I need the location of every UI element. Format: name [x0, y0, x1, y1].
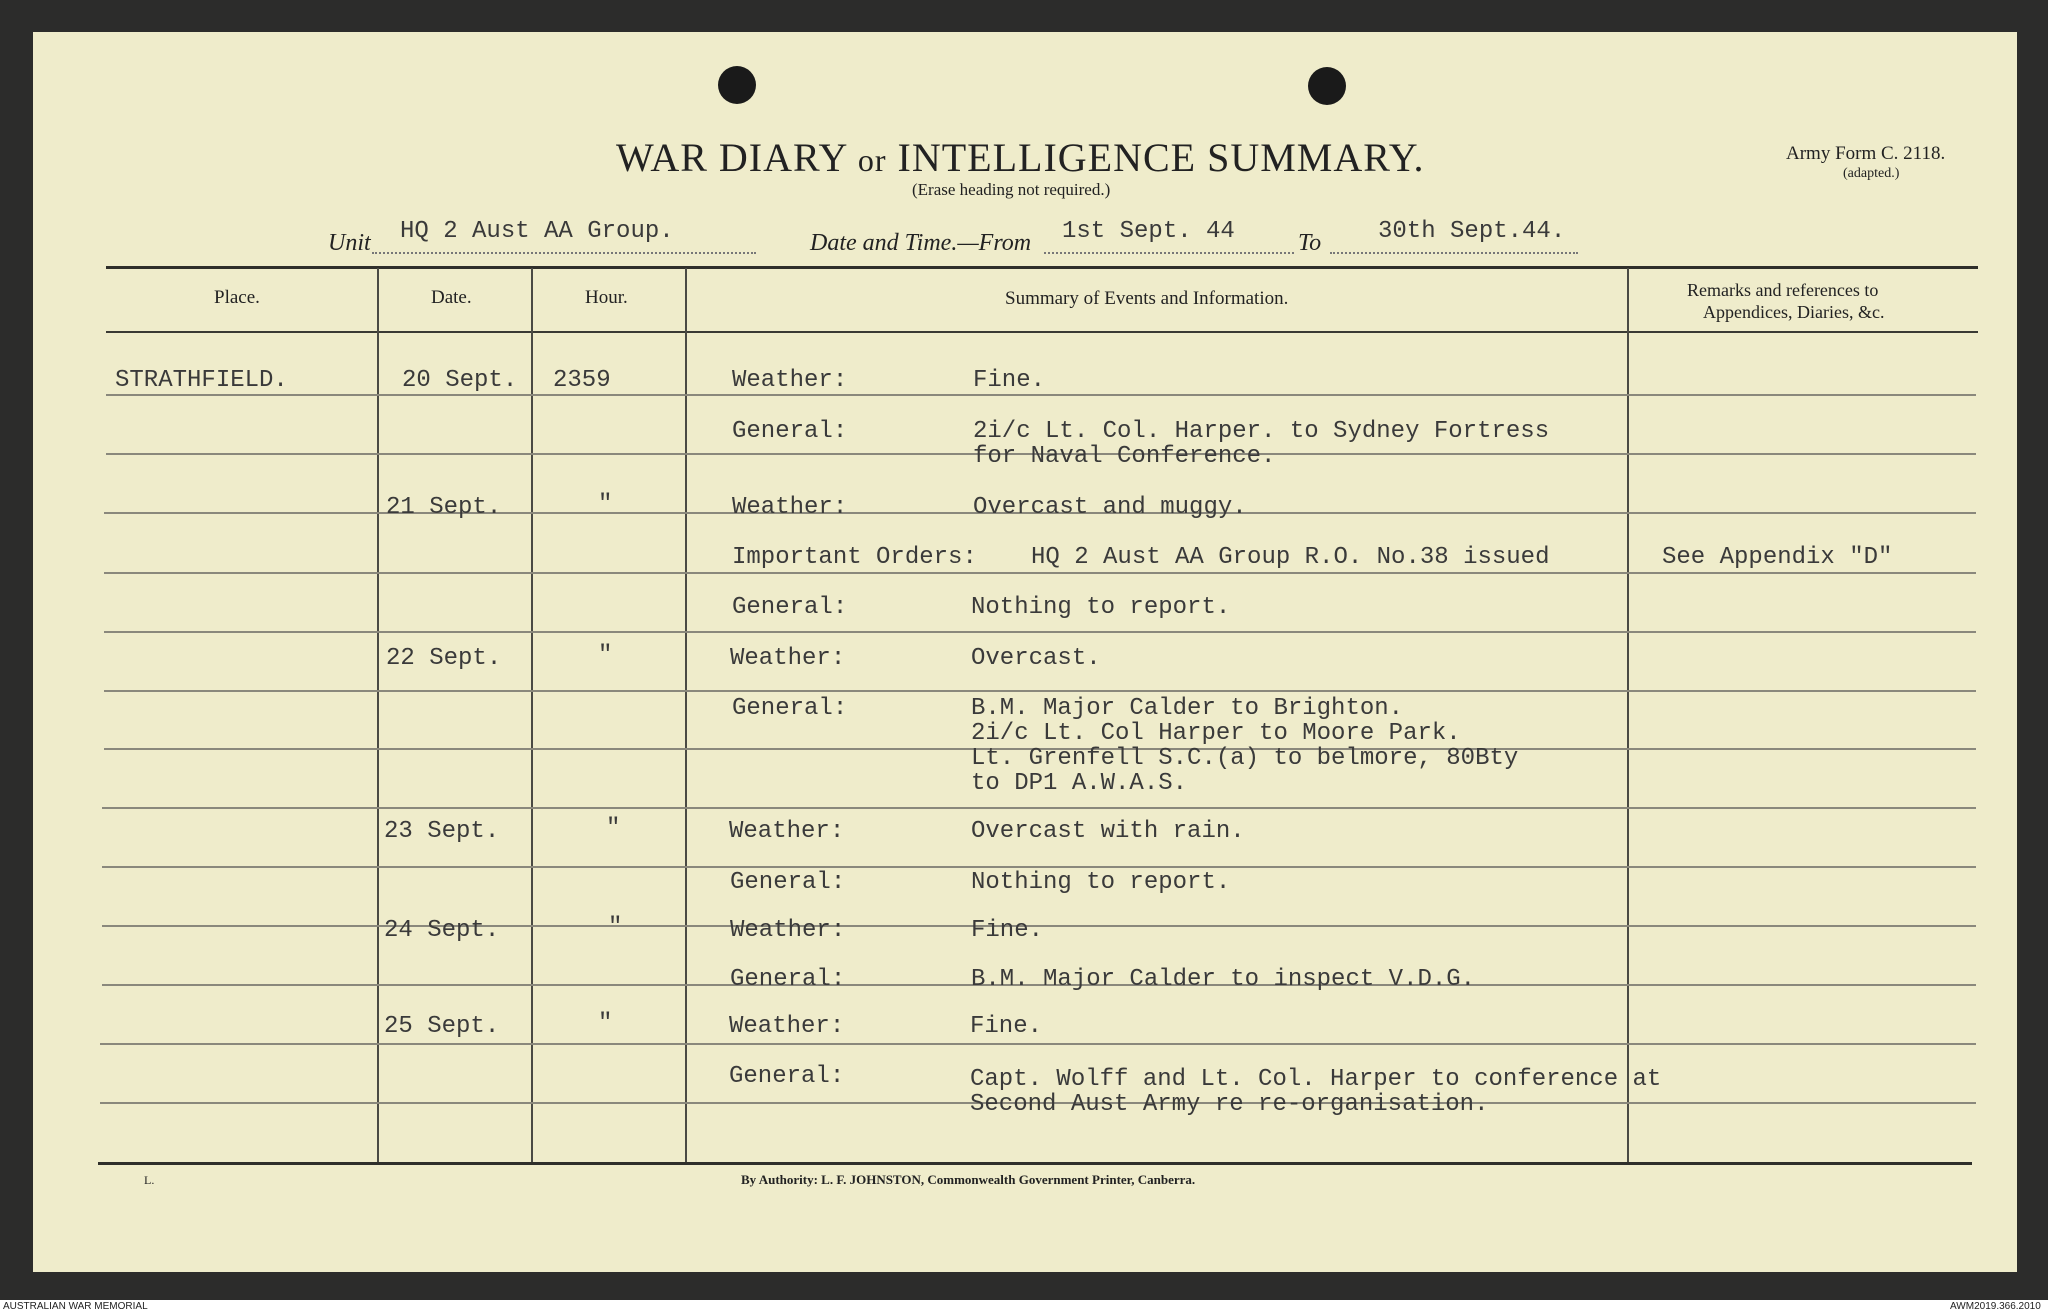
- from-dotted-line: [1044, 252, 1294, 254]
- col-header-date: Date.: [431, 287, 472, 308]
- entry-hour-ditto: ": [598, 642, 613, 669]
- row-rule: [102, 866, 1976, 868]
- entry-text: Overcast.: [971, 645, 1101, 672]
- unit-dotted-line: [372, 252, 756, 254]
- entry-date: 22 Sept.: [386, 645, 502, 672]
- entry-text: Second Aust Army re re-organisation.: [970, 1091, 1489, 1118]
- entry-date: 20 Sept.: [402, 367, 518, 394]
- entry-text: Lt. Grenfell S.C.(a) to belmore, 80Bty: [971, 745, 1519, 772]
- title-part-b: INTELLIGENCE SUMMARY.: [897, 135, 1425, 180]
- entry-text: B.M. Major Calder to inspect V.D.G.: [971, 966, 1476, 993]
- entry-date: 21 Sept.: [386, 494, 502, 521]
- printer-authority: By Authority: L. F. JOHNSTON, Commonwealth Government Printer, Canberra.: [741, 1172, 1196, 1187]
- entry-text: Fine.: [971, 917, 1044, 944]
- date-to-value: 30th Sept.44.: [1378, 218, 1566, 245]
- col-header-remarks-line1: Remarks and references to: [1687, 280, 1879, 300]
- col-header-remarks-line2: Appendices, Diaries, &c.: [1703, 302, 1885, 322]
- entry-label: Important Orders:: [732, 544, 977, 571]
- title-part-a: WAR DIARY: [616, 135, 847, 180]
- table-bottom-rule: [98, 1162, 1972, 1165]
- entry-hour-ditto: ": [608, 914, 623, 941]
- entry-hour: 2359: [553, 367, 611, 394]
- archive-accession-number: AWM2019.366.2010: [1950, 1301, 2041, 1312]
- entry-hour-ditto: ": [598, 491, 613, 518]
- punch-hole-right: [1308, 67, 1346, 105]
- title-or: or: [857, 142, 887, 178]
- entry-label: Weather:: [732, 367, 848, 394]
- unit-label: Unit: [328, 230, 371, 256]
- entry-label: General:: [732, 418, 848, 445]
- entry-label: Weather:: [730, 917, 846, 944]
- entry-hour-ditto: ": [598, 1010, 613, 1037]
- row-rule: [104, 572, 1976, 574]
- form-number: Army Form C. 2118.: [1786, 143, 1946, 164]
- entry-text: 2i/c Lt. Col Harper to Moore Park.: [971, 720, 1461, 747]
- footer-mark: L.: [144, 1173, 155, 1187]
- entry-text: to DP1 A.W.A.S.: [971, 770, 1188, 797]
- entry-label: General:: [732, 695, 848, 722]
- entry-text: Nothing to report.: [971, 869, 1231, 896]
- entry-label: General:: [732, 594, 848, 621]
- col-divider-place: [377, 268, 379, 1162]
- col-header-summary: Summary of Events and Information.: [1005, 288, 1289, 309]
- entry-text: HQ 2 Aust AA Group R.O. No.38 issued: [1031, 544, 1550, 571]
- entry-date: 25 Sept.: [384, 1013, 500, 1040]
- entry-date: 23 Sept.: [384, 818, 500, 845]
- page-title: [616, 134, 1424, 181]
- title-subtitle: (Erase heading not required.): [912, 180, 1111, 199]
- row-rule: [106, 394, 1976, 396]
- to-dotted-line: [1330, 252, 1578, 254]
- entry-label: Weather:: [732, 494, 848, 521]
- entry-text: Overcast with rain.: [971, 818, 1245, 845]
- entry-label: General:: [730, 966, 846, 993]
- col-divider-summary: [1627, 268, 1629, 1162]
- unit-value: HQ 2 Aust AA Group.: [400, 218, 674, 245]
- col-divider-date: [531, 268, 533, 1162]
- entry-text: Nothing to report.: [971, 594, 1231, 621]
- entry-text: Capt. Wolff and Lt. Col. Harper to conference at: [970, 1066, 1662, 1093]
- entry-label: Weather:: [730, 645, 846, 672]
- row-rule: [104, 631, 1976, 633]
- entry-date: 24 Sept.: [384, 917, 500, 944]
- date-to-label: To: [1298, 230, 1322, 256]
- col-divider-hour: [685, 268, 687, 1162]
- entry-text: Fine.: [973, 367, 1046, 394]
- col-header-hour: Hour.: [585, 287, 628, 308]
- row-rule: [102, 807, 1976, 809]
- table-header-rule: [106, 331, 1978, 333]
- entry-label: General:: [730, 869, 846, 896]
- entry-place: STRATHFIELD.: [115, 367, 288, 394]
- entry-hour-ditto: ": [606, 815, 621, 842]
- col-header-place: Place.: [214, 287, 260, 308]
- entry-label: General:: [729, 1063, 845, 1090]
- row-rule: [100, 1043, 1976, 1045]
- entry-text: for Naval Conference.: [973, 443, 1276, 470]
- entry-text: 2i/c Lt. Col. Harper. to Sydney Fortress: [973, 418, 1550, 445]
- form-adapted: (adapted.): [1843, 166, 1900, 181]
- entry-remark: See Appendix "D": [1662, 544, 1893, 571]
- row-rule: [104, 690, 1976, 692]
- archive-caption-band: [0, 1300, 2048, 1315]
- entry-label: Weather:: [729, 1013, 845, 1040]
- archive-credit: AUSTRALIAN WAR MEMORIAL: [3, 1301, 148, 1312]
- date-from-label: Date and Time.—From: [810, 230, 1032, 256]
- punch-hole-left: [718, 66, 756, 104]
- entry-text: Overcast and muggy.: [973, 494, 1247, 521]
- entry-label: Weather:: [729, 818, 845, 845]
- entry-text: Fine.: [970, 1013, 1043, 1040]
- date-from-value: 1st Sept. 44: [1062, 218, 1235, 245]
- entry-text: B.M. Major Calder to Brighton.: [971, 695, 1404, 722]
- table-top-rule: [106, 266, 1978, 269]
